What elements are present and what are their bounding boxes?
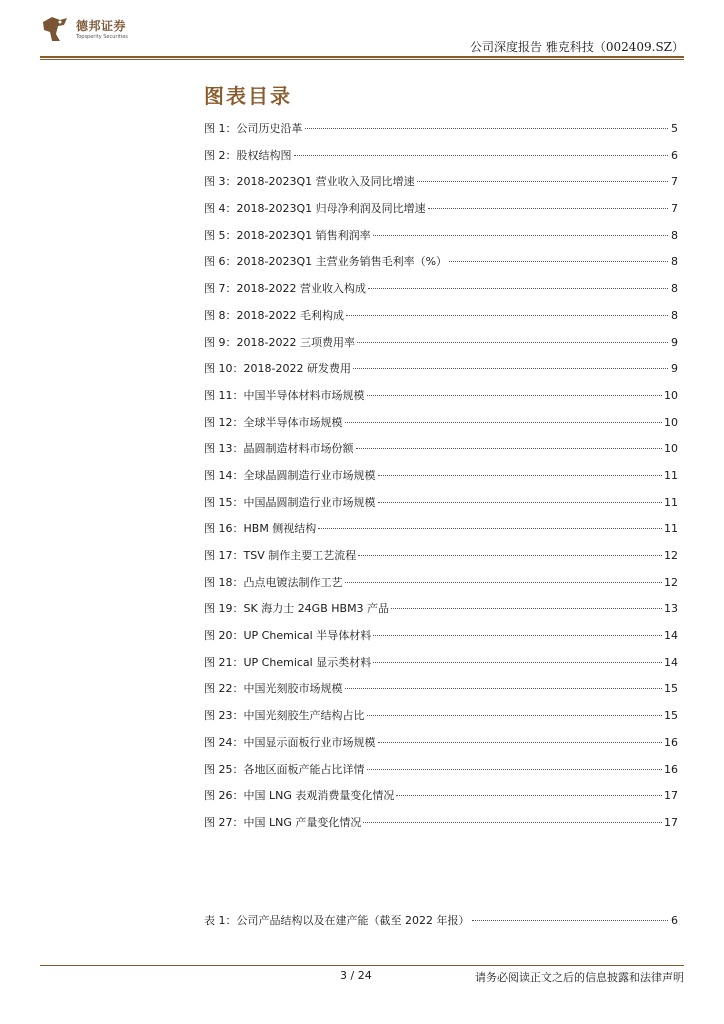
- brand-emblem-icon: [40, 14, 70, 44]
- toc-entry-label: 图 1：: [204, 122, 237, 135]
- report-header: 公司深度报告 雅克科技（002409.SZ）: [470, 40, 684, 54]
- toc-entry-title: 公司历史沿革: [236, 122, 303, 135]
- dot-leader: [358, 547, 662, 556]
- toc-entry-title: UP Chemical 显示类材料: [243, 655, 372, 669]
- toc-entry-title: 中国光刻胶生产结构占比: [243, 709, 365, 723]
- dot-leader: [345, 680, 663, 689]
- toc-entry-title: 2018-2022 研发费用: [243, 362, 351, 376]
- toc-entry-title: TSV 制作主要工艺流程: [243, 549, 357, 562]
- toc-entry[interactable]: [204, 623, 678, 650]
- toc-entry-page: 15: [664, 682, 678, 696]
- toc-entry[interactable]: [204, 356, 678, 383]
- toc-entry-title: 公司产品结构以及在建产能（截至 2022 年报）: [236, 914, 470, 927]
- toc-entry-label: 图 21：: [204, 655, 244, 669]
- toc-entry-title: 中国半导体材料市场规模: [243, 388, 365, 402]
- dot-leader: [345, 574, 663, 583]
- toc-entry-title: 中国晶圆制造行业市场规模: [243, 495, 376, 509]
- dot-leader: [373, 627, 662, 636]
- dot-leader: [417, 173, 668, 182]
- toc-entry-label: 图 19：: [204, 602, 244, 616]
- toc-entry-page: 17: [664, 815, 678, 829]
- toc-entry-page: 9: [671, 362, 678, 376]
- toc-entry-title: 凸点电镀法制作工艺: [243, 575, 343, 589]
- toc-entry-title: 2018-2022 毛利构成: [236, 308, 344, 322]
- toc-entry-label: 图 14：: [204, 468, 244, 482]
- toc-entry-page: 7: [671, 202, 678, 216]
- toc-entry-label: 图 4：: [204, 202, 237, 216]
- toc-entry[interactable]: [204, 143, 678, 170]
- toc-entry[interactable]: [204, 463, 678, 490]
- toc-entry-page: 14: [664, 655, 678, 669]
- dot-leader: [378, 494, 663, 503]
- toc-entry[interactable]: [204, 383, 678, 410]
- toc-entry-label: 图 16：: [204, 522, 244, 536]
- dot-leader: [367, 761, 663, 770]
- toc-entry-label: 图 12：: [204, 415, 244, 429]
- toc-entry[interactable]: [204, 223, 678, 250]
- header-divider: [40, 56, 684, 58]
- dot-leader: [449, 253, 668, 262]
- brand-logo: [40, 14, 150, 44]
- toc-entry-page: 8: [671, 228, 678, 242]
- toc-entry[interactable]: [204, 303, 678, 330]
- dot-leader: [318, 520, 662, 529]
- toc-entry-page: 16: [664, 735, 678, 749]
- toc-entry-page: 11: [664, 495, 678, 509]
- toc-entry-page: 10: [664, 442, 678, 456]
- dot-leader: [363, 814, 662, 823]
- toc-entry-label: 图 5：: [204, 228, 237, 242]
- dot-leader: [353, 360, 668, 369]
- toc-entry-label: 图 6：: [204, 255, 237, 269]
- dot-leader: [391, 600, 662, 609]
- toc-entry-page: 5: [671, 122, 678, 135]
- toc-entry-label: 图 15：: [204, 495, 244, 509]
- dot-leader: [373, 227, 668, 236]
- toc-entry-page: 6: [671, 148, 678, 162]
- toc-entry[interactable]: [204, 543, 678, 570]
- toc-entry-title: 中国 LNG 表观消费量变化情况: [243, 789, 395, 803]
- header-divider-thin: [40, 59, 684, 60]
- toc-entry[interactable]: [204, 116, 678, 143]
- toc-entry-label: 图 23：: [204, 709, 244, 723]
- toc-entry-title: 2018-2022 三项费用率: [236, 335, 355, 349]
- toc-entry-page: 8: [671, 255, 678, 269]
- toc-entry-title: 2018-2023Q1 主营业务销售毛利率（%）: [236, 255, 448, 269]
- toc-entry-label: 图 25：: [204, 762, 244, 776]
- toc-entry-title: 2018-2023Q1 归母净利润及同比增速: [236, 202, 426, 216]
- toc-entry-title: 2018-2023Q1 销售利润率: [236, 228, 371, 242]
- toc-entry-page: 13: [664, 602, 678, 616]
- toc-entry[interactable]: [204, 757, 678, 784]
- dot-leader: [367, 707, 663, 716]
- toc-entry-page: 14: [664, 629, 678, 643]
- toc-entry-title: 中国 LNG 产量变化情况: [243, 815, 362, 829]
- toc-entry-label: 图 9：: [204, 335, 237, 349]
- toc-entry[interactable]: [204, 169, 678, 196]
- toc-entry-label: 图 20：: [204, 629, 244, 643]
- dot-leader: [428, 200, 668, 209]
- toc-entry-title: 全球半导体市场规模: [243, 415, 343, 429]
- dot-leader: [305, 120, 669, 129]
- toc-entry-label: 图 13：: [204, 442, 244, 456]
- toc-entry[interactable]: [204, 810, 678, 837]
- toc-entry-page: 16: [664, 762, 678, 776]
- toc-entry[interactable]: [204, 703, 678, 730]
- footer-disclaimer: 请务必阅读正文之后的信息披露和法律声明: [475, 971, 684, 984]
- toc-entry-page: 11: [664, 468, 678, 482]
- toc-entry[interactable]: [204, 908, 678, 935]
- dot-leader: [472, 912, 669, 921]
- toc-entry-page: 10: [664, 415, 678, 429]
- toc-entry-label: 图 2：: [204, 148, 237, 162]
- toc-entry-page: 17: [664, 789, 678, 803]
- dot-leader: [345, 414, 663, 423]
- dot-leader: [396, 787, 662, 796]
- brand-name: 德邦证券: [76, 19, 127, 33]
- toc-entry-label: 图 24：: [204, 735, 244, 749]
- toc-entry-title: 中国显示面板行业市场规模: [243, 735, 376, 749]
- toc-entry-title: SK 海力士 24GB HBM3 产品: [243, 602, 390, 616]
- dot-leader: [357, 334, 668, 343]
- toc-entry[interactable]: [204, 436, 678, 463]
- toc-entry-label: 表 1：: [204, 914, 237, 927]
- toc-entry-label: 图 18：: [204, 575, 244, 589]
- toc-entry[interactable]: [204, 249, 678, 276]
- figure-list: [204, 116, 678, 837]
- toc-entry-page: 8: [671, 308, 678, 322]
- dot-leader: [373, 654, 662, 663]
- toc-entry-label: 图 7：: [204, 282, 237, 296]
- toc-entry-title: UP Chemical 半导体材料: [243, 629, 372, 643]
- toc-entry[interactable]: [204, 676, 678, 703]
- dot-leader: [356, 440, 663, 449]
- toc-entry[interactable]: [204, 650, 678, 677]
- toc-entry-title: 2018-2022 营业收入构成: [236, 282, 366, 296]
- toc-entry-page: 10: [664, 388, 678, 402]
- toc-entry-title: 2018-2023Q1 营业收入及同比增速: [236, 175, 415, 189]
- toc-entry[interactable]: [204, 196, 678, 223]
- toc-entry-page: 8: [671, 282, 678, 296]
- toc-entry-title: 各地区面板产能占比详情: [243, 762, 365, 776]
- brand-name-en: Topsperity Securities: [76, 34, 128, 40]
- page-indicator: 3 / 24: [340, 969, 372, 982]
- toc-entry-page: 7: [671, 175, 678, 189]
- toc-entry-title: HBM 侧视结构: [243, 522, 317, 536]
- toc-entry-page: 11: [664, 522, 678, 536]
- toc-entry[interactable]: [204, 490, 678, 517]
- dot-leader: [294, 147, 669, 156]
- toc-entry-page: 9: [671, 335, 678, 349]
- toc-entry[interactable]: [204, 516, 678, 543]
- footer-divider: [40, 965, 684, 966]
- toc-entry-title: 晶圆制造材料市场份额: [243, 442, 354, 456]
- toc-entry[interactable]: [204, 410, 678, 437]
- toc-entry[interactable]: [204, 730, 678, 757]
- dot-leader: [368, 280, 668, 289]
- toc-entry-label: 图 3：: [204, 175, 237, 189]
- toc-entry[interactable]: [204, 596, 678, 623]
- table-list: [204, 908, 678, 935]
- dot-leader: [367, 387, 663, 396]
- section-title: 图表目录: [204, 84, 292, 108]
- dot-leader: [378, 734, 663, 743]
- toc-entry-page: 6: [671, 914, 678, 927]
- toc-entry-page: 12: [664, 549, 678, 562]
- toc-entry[interactable]: [204, 276, 678, 303]
- toc-entry-label: 图 17：: [204, 549, 244, 562]
- toc-entry-label: 图 27：: [204, 815, 244, 829]
- toc-entry-title: 中国光刻胶市场规模: [243, 682, 343, 696]
- toc-entry-label: 图 22：: [204, 682, 244, 696]
- toc-entry-label: 图 8：: [204, 308, 237, 322]
- toc-entry[interactable]: [204, 330, 678, 357]
- toc-entry-page: 12: [664, 575, 678, 589]
- toc-entry-label: 图 26：: [204, 789, 244, 803]
- toc-entry-title: 股权结构图: [236, 148, 292, 162]
- dot-leader: [346, 307, 668, 316]
- toc-entry[interactable]: [204, 783, 678, 810]
- toc-entry-page: 15: [664, 709, 678, 723]
- dot-leader: [378, 467, 663, 476]
- toc-entry-title: 全球晶圆制造行业市场规模: [243, 468, 376, 482]
- toc-entry-label: 图 10：: [204, 362, 244, 376]
- toc-entry-label: 图 11：: [204, 388, 244, 402]
- toc-entry[interactable]: [204, 570, 678, 597]
